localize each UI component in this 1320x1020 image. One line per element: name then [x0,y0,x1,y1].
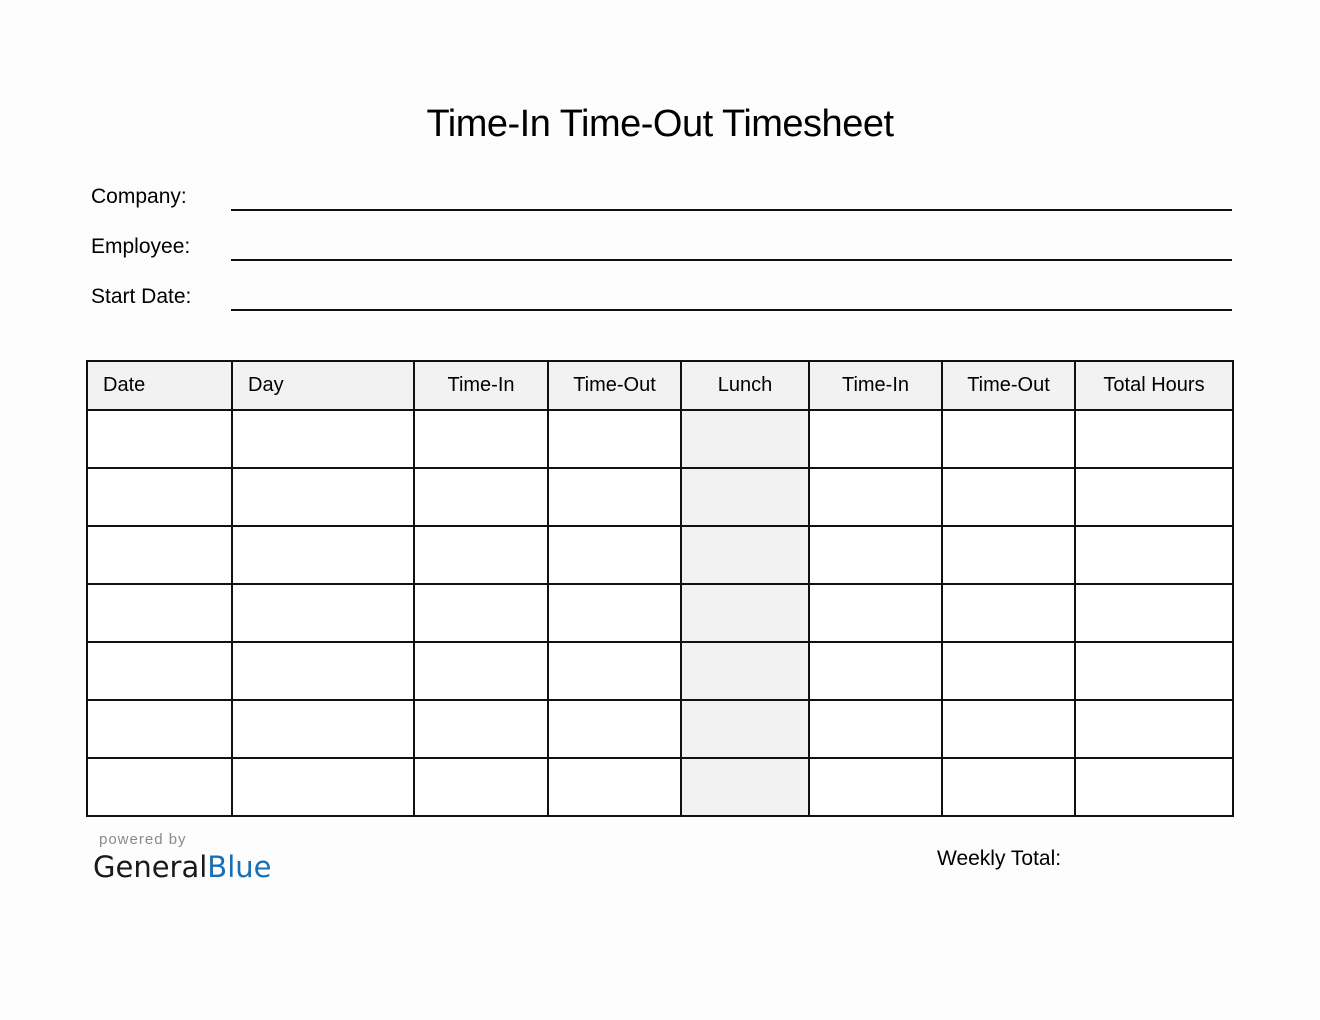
date-cell[interactable] [87,758,232,816]
total-hours-cell[interactable] [1075,758,1233,816]
table-row [87,468,1233,526]
table-row [87,584,1233,642]
generalblue-logo [93,850,271,884]
time-out-2-cell[interactable] [942,700,1075,758]
start-date-field[interactable] [231,309,1232,311]
time-in-2-cell[interactable] [809,700,942,758]
time-in-1-cell[interactable] [414,526,548,584]
time-in-2-cell[interactable] [809,758,942,816]
time-out-1-cell[interactable] [548,584,681,642]
lunch-cell[interactable] [681,468,809,526]
brand-general: General [93,850,208,884]
time-out-2-cell[interactable] [942,468,1075,526]
time-in-2-cell[interactable] [809,468,942,526]
page-title: Time-In Time-Out Timesheet [426,103,894,145]
time-out-2-cell[interactable] [942,526,1075,584]
time-in-2-cell[interactable] [809,642,942,700]
time-out-2-cell[interactable] [942,758,1075,816]
total-hours-cell[interactable] [1075,526,1233,584]
day-cell[interactable] [232,642,414,700]
header-lunch: Lunch [681,361,809,410]
brand-blue: Blue [207,850,272,884]
table-row [87,700,1233,758]
date-cell[interactable] [87,700,232,758]
total-hours-cell[interactable] [1075,700,1233,758]
time-in-1-cell[interactable] [414,642,548,700]
total-hours-cell[interactable] [1075,584,1233,642]
time-out-1-cell[interactable] [548,700,681,758]
total-hours-cell[interactable] [1075,642,1233,700]
day-cell[interactable] [232,758,414,816]
total-hours-cell[interactable] [1075,410,1233,468]
start-date-label: Start Date: [91,285,192,308]
table-row [87,758,1233,816]
header-time-in-1: Time-In [414,361,548,410]
date-cell[interactable] [87,584,232,642]
company-field[interactable] [231,209,1232,211]
header-total-hours: Total Hours [1075,361,1233,410]
time-out-2-cell[interactable] [942,584,1075,642]
date-cell[interactable] [87,468,232,526]
day-cell[interactable] [232,526,414,584]
date-cell[interactable] [87,642,232,700]
lunch-cell[interactable] [681,700,809,758]
powered-by-text: powered by [99,831,187,848]
company-label: Company: [91,185,187,208]
time-in-2-cell[interactable] [809,526,942,584]
time-out-1-cell[interactable] [548,468,681,526]
day-cell[interactable] [232,410,414,468]
day-cell[interactable] [232,700,414,758]
time-out-1-cell[interactable] [548,642,681,700]
lunch-cell[interactable] [681,410,809,468]
time-out-1-cell[interactable] [548,526,681,584]
table-row [87,526,1233,584]
employee-label: Employee: [91,235,191,258]
employee-field[interactable] [231,259,1232,261]
time-out-1-cell[interactable] [548,410,681,468]
table-row [87,642,1233,700]
table-row [87,410,1233,468]
header-date: Date [87,361,232,410]
header-time-out-1: Time-Out [548,361,681,410]
time-out-2-cell[interactable] [942,642,1075,700]
date-cell[interactable] [87,526,232,584]
time-in-1-cell[interactable] [414,758,548,816]
time-out-2-cell[interactable] [942,410,1075,468]
day-cell[interactable] [232,468,414,526]
total-hours-cell[interactable] [1075,468,1233,526]
time-out-1-cell[interactable] [548,758,681,816]
time-in-1-cell[interactable] [414,410,548,468]
header-time-out-2: Time-Out [942,361,1075,410]
date-cell[interactable] [87,410,232,468]
time-in-1-cell[interactable] [414,584,548,642]
weekly-total-label: Weekly Total: [937,847,1062,870]
time-in-2-cell[interactable] [809,410,942,468]
lunch-cell[interactable] [681,526,809,584]
day-cell[interactable] [232,584,414,642]
time-in-1-cell[interactable] [414,468,548,526]
header-row [87,361,1233,410]
lunch-cell[interactable] [681,758,809,816]
header-time-in-2: Time-In [809,361,942,410]
lunch-cell[interactable] [681,642,809,700]
time-in-2-cell[interactable] [809,584,942,642]
header-day: Day [232,361,414,410]
lunch-cell[interactable] [681,584,809,642]
time-in-1-cell[interactable] [414,700,548,758]
timesheet-table [86,360,1234,817]
